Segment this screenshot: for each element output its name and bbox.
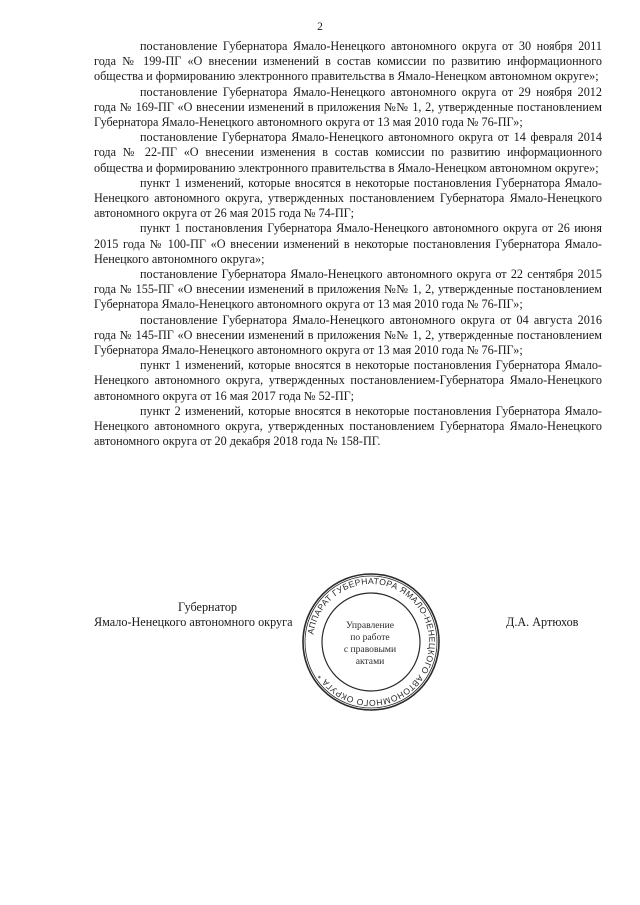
paragraph: пункт 1 изменений, которые вносятся в некоторые постановления Губернатора Ямало-Ненецкого автономного округа, утвержденных постановлением Губернатора Ямало-Ненецкого автономного округа от 26 мая 2015 года № 74-ПГ; xyxy=(94,175,602,221)
paragraph: постановление Губернатора Ямало-Ненецкого автономного округа от 29 ноября 2012 года № 169-ПГ «О внесении изменений в приложения №№ 1, 2, утвержденные постановлением Губернатора Ямало-Ненецкого автономного округа от 13 мая 2010 года № 76-ПГ»; xyxy=(94,84,602,130)
signer-name: Д.А. Артюхов xyxy=(506,615,579,629)
paragraph: постановление Губернатора Ямало-Ненецкого автономного округа от 04 августа 2016 года № 145-ПГ «О внесении изменений в приложения №№ 1, 2, утвержденные постановлением Губернатора Ямало-Ненецкого автономного округа от 13 мая 2010 года № 76-ПГ»; xyxy=(94,312,602,358)
stamp-center-line: актами xyxy=(355,656,385,667)
stamp-center-line: с правовыми xyxy=(343,644,397,655)
paragraph: постановление Губернатора Ямало-Ненецкого автономного округа от 22 сентября 2015 года № 155-ПГ «О внесении изменений в приложения №№ 1, 2, утвержденные постановлением Губернатора Ямало-Ненецкого автономного округа от 13 мая 2010 года № 76-ПГ»; xyxy=(94,267,602,312)
stamp-ring-textpath: АППАРАТ ГУБЕРНАТОРА ЯМАЛО-НЕНЕЦКОГО АВТОНОМНОГО ОКРУГА * xyxy=(305,575,438,709)
paragraph: постановление Губернатора Ямало-Ненецкого автономного округа от 30 ноября 2011 года № 199-ПГ «О внесении изменений в состав комиссии по развитию информационного общества и формированию электронного правительства в Ямало-Ненецком автономном округе»; xyxy=(94,39,602,84)
paragraph: пункт 1 изменений, которые вносятся в некоторые постановления Губернатора Ямало-Ненецкого автономного округа, утвержденных постановлением-Губернатора Ямало-Ненецкого автономного округа от 16 мая 2017 года № 52-ПГ; xyxy=(94,358,602,403)
stamp-center-line: Управление xyxy=(345,620,395,631)
stamp-center-line: по работе xyxy=(350,632,390,643)
paragraph: пункт 2 изменений, которые вносятся в некоторые постановления Губернатора Ямало-Ненецкого автономного округа, утвержденных постановлением Губернатора Ямало-Ненецкого автономного округа от 20 декабря 2018 года № 158-ПГ. xyxy=(94,403,602,449)
signer-title-line1: Губернатор xyxy=(178,600,238,614)
page-number: 2 xyxy=(317,21,323,33)
signer-title-line2: Ямало-Ненецкого автономного округа xyxy=(94,615,293,629)
paragraph: пункт 1 постановления Губернатора Ямало-Ненецкого автономного округа от 26 июня 2015 года № 100-ПГ «О внесении изменений в некоторые постановления Губернатора Ямало-Ненецкого автономного округа»; xyxy=(94,221,602,266)
body-text xyxy=(94,39,602,449)
paragraph: постановление Губернатора Ямало-Ненецкого автономного округа от 14 февраля 2014 года № 22-ПГ «О внесении изменения в состав комиссии по развитию информационного общества и формированию электронного правительства в Ямало-Ненецком автономном округе»; xyxy=(94,130,602,175)
signature-block xyxy=(0,597,640,717)
